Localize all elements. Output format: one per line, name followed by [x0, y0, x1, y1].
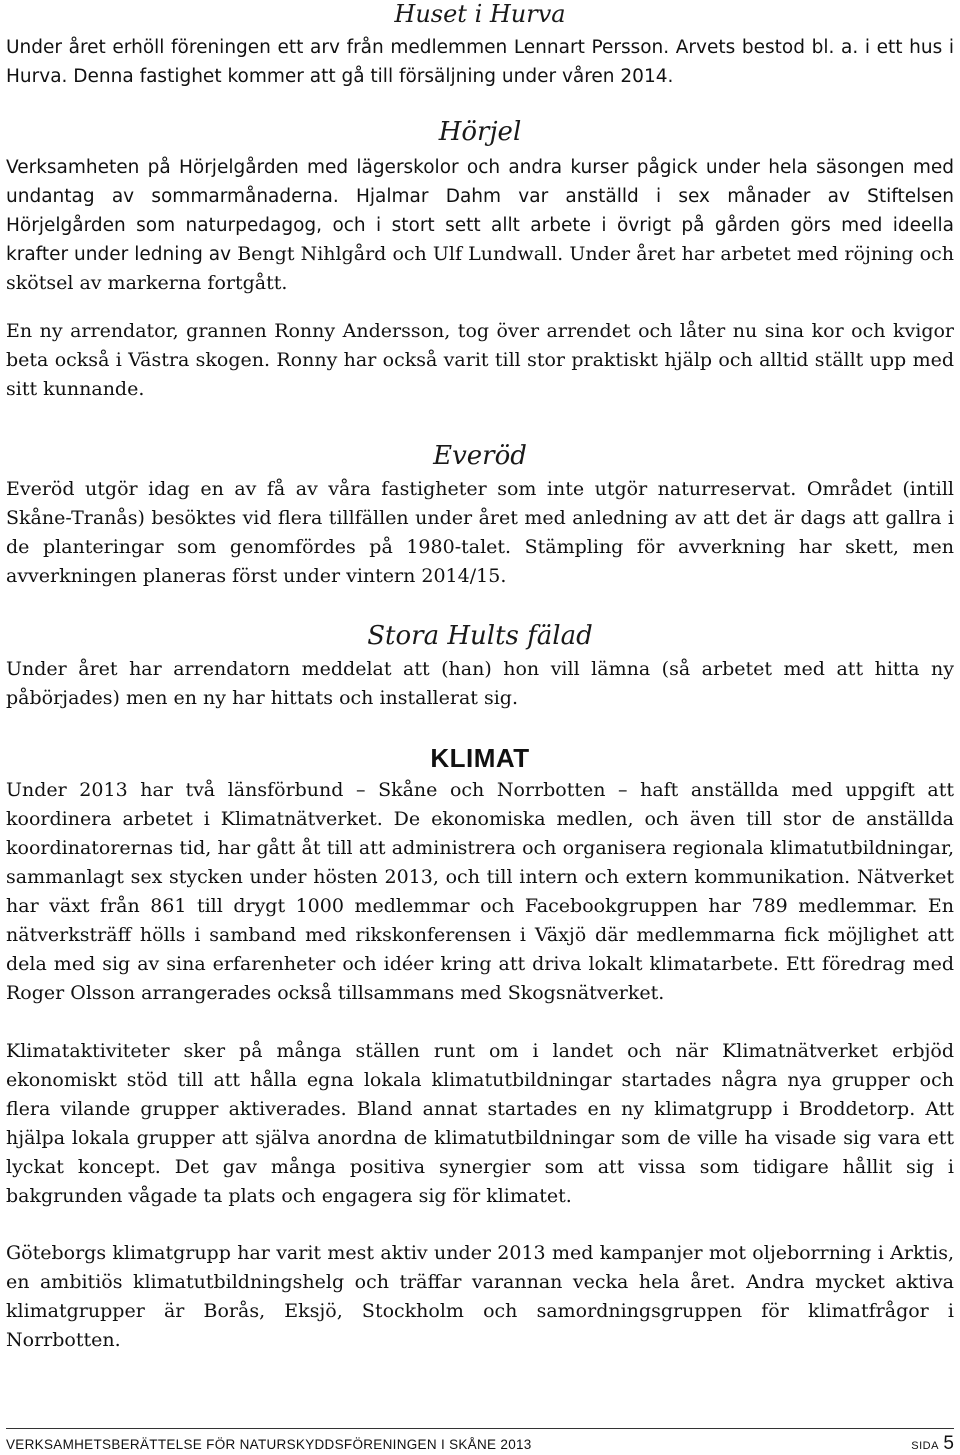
- section-klimat: [0, 742, 960, 1355]
- paragraph-horjel-1: [0, 153, 960, 298]
- footer-page-indicator: [911, 1433, 954, 1455]
- section-everod: [0, 440, 960, 591]
- section-horjel: [0, 117, 960, 404]
- paragraph-everod: Everöd utgör idag en av få av våra fastigheter som inte utgör naturreservat. Området (intill Skåne-Tranås) besöktes vid flera tillfällen under året med anledning av att det är dags att gallra i de planteringar som genomfördes på 1980-talet. Stämpling för avverkning har skett, men avverkningen planeras först under vintern 2014/15.: [6, 478, 954, 587]
- section-stora-hults-falad: [0, 620, 960, 713]
- heading-everod: Everöd: [433, 441, 527, 471]
- heading-klimat: KLIMAT: [430, 743, 530, 773]
- paragraph-klimat-1: Under 2013 har två länsförbund – Skåne och Norrbotten – haft anställda med uppgift att koordinera arbetet i Klimatnätverket. De ekonomiska medlen, och även till stor de anställda koordinatorernas tid, har gått åt till att administrera och organisera regionala klimatutbildningar, sammanlagt sex stycken under hösten 2013, och till intern och extern kommunikation. Nätverket har växt från 861 till drygt 1000 medlemmar och Facebookgruppen har 789 medlemmar. En nätverksträff hölls i samband med rikskonferensen i Växjö där medlemmarna fick möjlighet att dela med sig av sina erfarenheter och idéer kring att driva lokalt klimatarbete. Ett föredrag med Roger Olsson arrangerades också tillsammans med Skogsnätverket.: [6, 779, 954, 1004]
- paragraph-klimat-2: Klimataktiviteter sker på många ställen runt om i landet och när Klimatnätverket erbjöd ekonomiskt stöd till att hålla egna lokala klimatutbildningar startades några nya grupper och flera vilande grupper aktiverades. Bland annat startades en ny klimatgrupp i Broddetorp. Att hjälpa lokala grupper att själva anordna de klimatutbildningar som de ville ha visade sig vara ett lyckat koncept. Det gav många positiva synergier som att vissa som tidigare hållit sig i bakgrunden vågade ta plats och engagera sig för klimatet.: [6, 1040, 954, 1207]
- footer-divider: [6, 1428, 954, 1429]
- paragraph-horjel-1-serif: Bengt Nihlgård och Ulf Lundwall. Under året har arbetet med röjning och skötsel av markerna fortgått.: [6, 243, 955, 294]
- paragraph-horjel-1-sans: Verksamheten på Hörjelgården med lägerskolor och andra kurser pågick under hela säsongen med undantag av sommarmånaderna. Hjalmar Dahm var anställd i sex månader av Stiftelsen Hörjelgården som naturpedagog, och i stort sett allt arbete i övrigt på gården görs med ideella krafter under ledning av: [6, 157, 954, 265]
- section-huset: [0, 0, 960, 91]
- heading-huset-i-hurva: Huset i Hurva: [394, 0, 566, 28]
- paragraph-stora-hults-falad: Under året har arrendatorn meddelat att (han) hon vill lämna (så arbetet med att hitta ny påbörjades) men en ny har hittats och installerat sig.: [6, 658, 954, 709]
- footer-sida-label: SIDA: [911, 1440, 939, 1452]
- heading-stora-hults-falad: Stora Hults fälad: [367, 621, 593, 651]
- paragraph-huset: Under året erhöll föreningen ett arv från medlemmen Lennart Persson. Arvets bestod bl. a. i ett hus i Hurva. Denna fastighet kommer att gå till försäljning under våren 2014.: [6, 37, 954, 87]
- paragraph-horjel-2: En ny arrendator, grannen Ronny Andersson, tog över arrendet och låter nu sina kor och kvigor beta också i Västra skogen. Ronny har också varit till stor praktiskt hjälp och alltid ställt upp med sitt kunnande.: [6, 320, 954, 400]
- paragraph-klimat-3: Göteborgs klimatgrupp har varit mest aktiv under 2013 med kampanjer mot oljeborrning i Arktis, en ambitiös klimatutbildningshelg och träffar varannan vecka hela året. Andra mycket aktiva klimatgrupper är Borås, Eksjö, Stockholm och samordningsgruppen för klimatfrågor i Norrbotten.: [6, 1242, 954, 1351]
- heading-horjel: Hörjel: [438, 117, 522, 147]
- footer-page-number: 5: [943, 1433, 954, 1454]
- footer-report-title: VERKSAMHETSBERÄTTELSE FÖR NATURSKYDDSFÖRENINGEN I SKÅNE 2013: [6, 1437, 532, 1452]
